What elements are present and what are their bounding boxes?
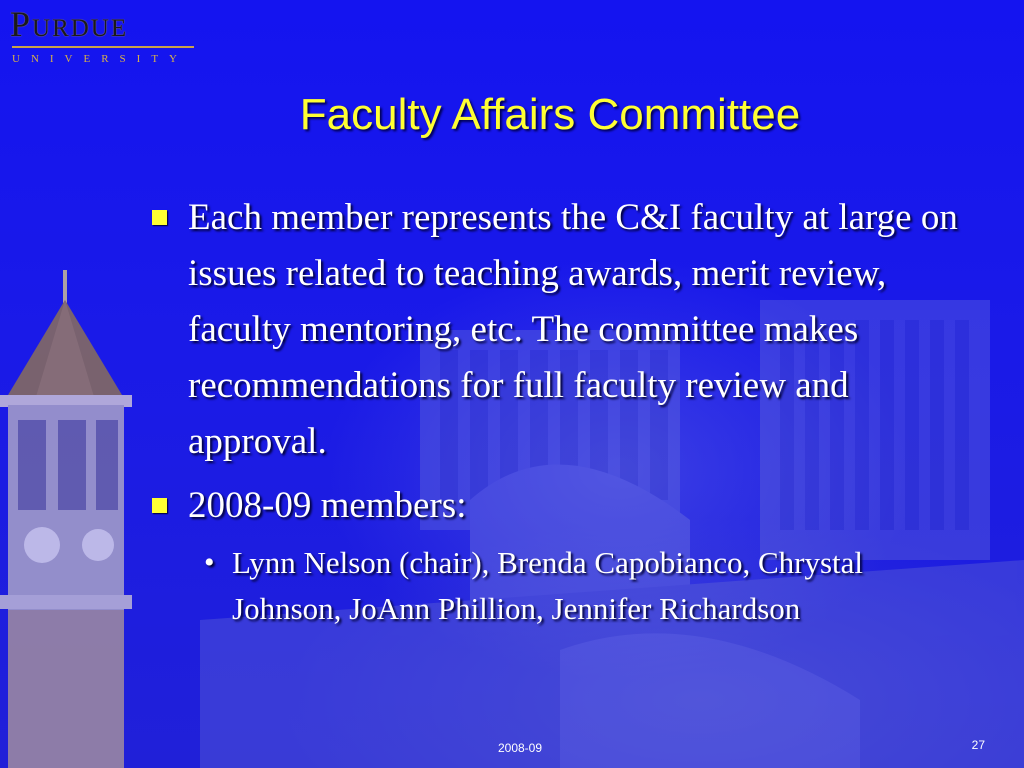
dot-bullet-icon: • (204, 546, 215, 579)
bullet-item-2 (148, 478, 998, 534)
square-bullet-icon (152, 210, 167, 225)
slide-number: 27 (971, 738, 985, 752)
purdue-university-logo (10, 6, 196, 68)
slide-body (148, 190, 998, 632)
bullet-text-1: Each member represents the C&I faculty at large on issues related to teaching awards, merit review, faculty mentoring, etc. The committee makes recommendations for full faculty review and approval. (188, 197, 958, 462)
sub-bullet-text-1: Lynn Nelson (chair), Brenda Capobianco, Chrystal Johnson, JoAnn Phillion, Jennifer Richardson (232, 545, 864, 626)
slide-title: Faculty Affairs Committee (299, 90, 801, 139)
logo-subtitle: UNIVERSITY (12, 53, 188, 65)
sub-bullet-item-1 (204, 540, 932, 632)
square-bullet-icon (152, 498, 167, 513)
bullet-text-2: 2008-09 members: (188, 485, 467, 526)
logo-wordmark: Purdue (10, 4, 129, 44)
bullet-item-1 (148, 190, 988, 470)
footer-date: 2008-09 (497, 741, 543, 755)
logo-rule (12, 46, 194, 48)
